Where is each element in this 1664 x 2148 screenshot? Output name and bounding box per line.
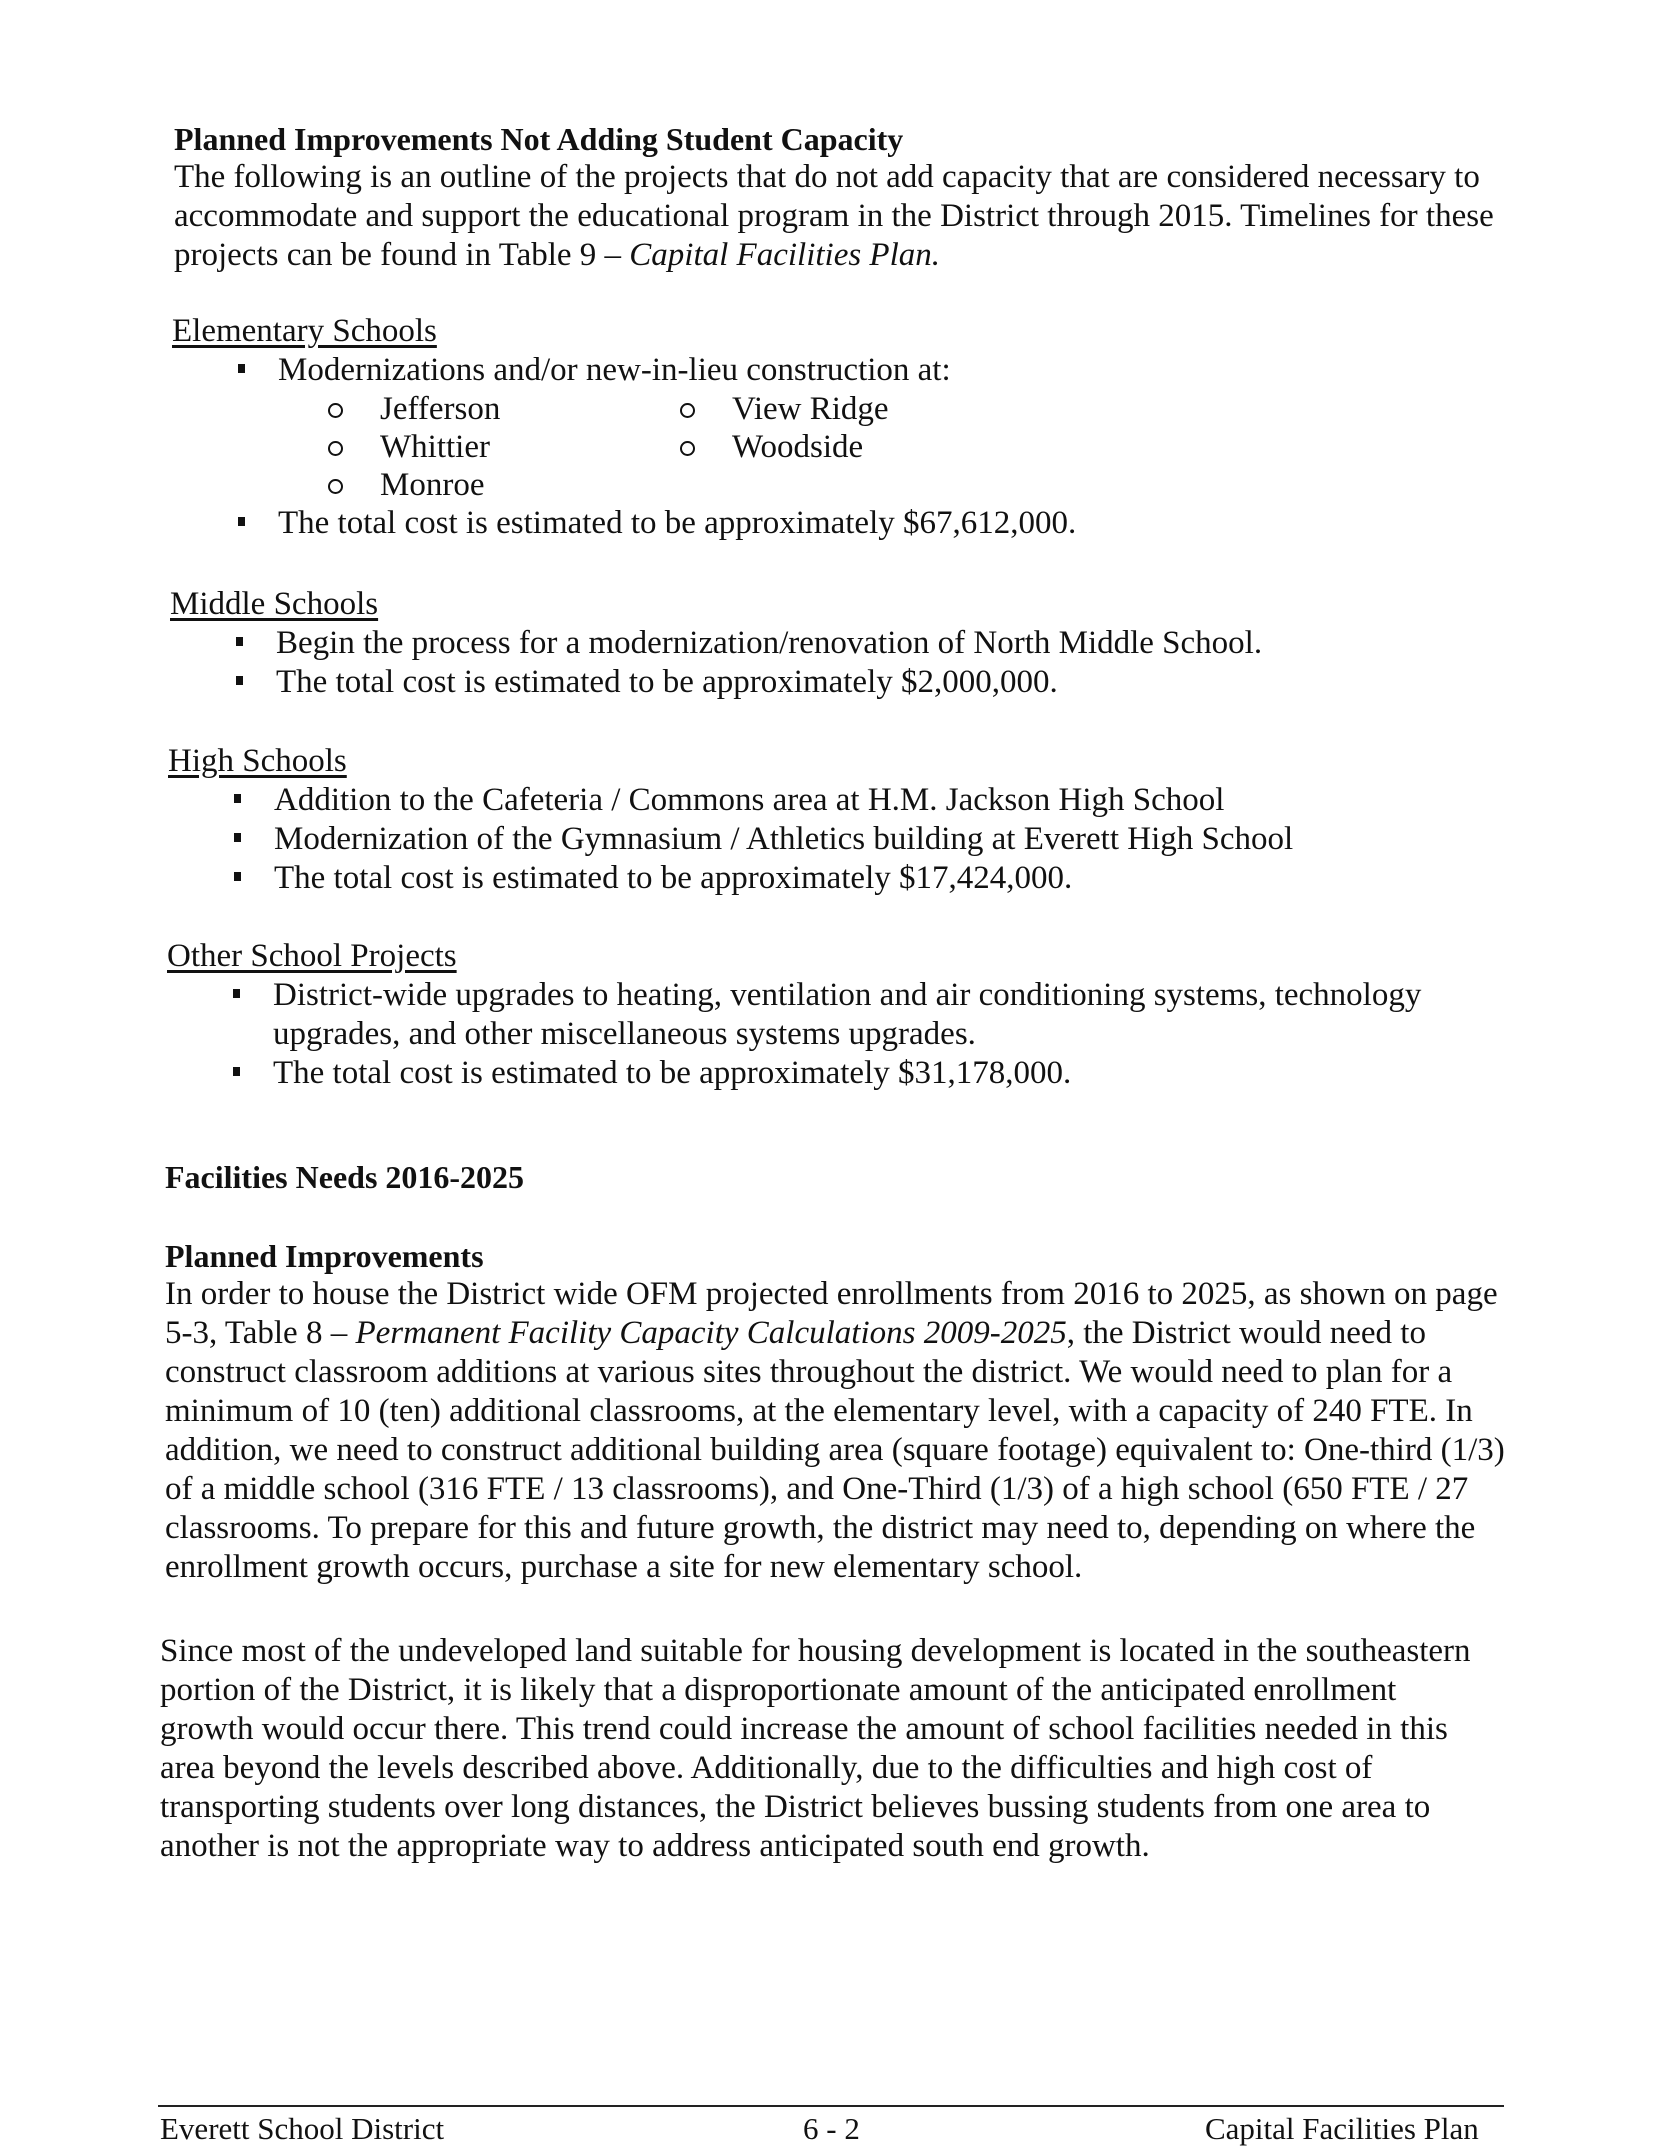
footer-district: Everett School District <box>160 2111 445 2146</box>
list-item: Modernizations and/or new-in-lieu construction at: <box>172 351 1522 390</box>
subsection-heading: Planned Improvements <box>165 1238 484 1274</box>
planned-improvements-paragraph: In order to house the District wide OFM projected enrollments from 2016 to 2025, as shown on page 5-3, Table 8 – Permanent Facility Capacity Calculations 2009-2025, the District would need to construct classroom additions at various sites throughout the district. We would need to plan for a minimum of 10 (ten) additional classrooms, at the elementary level, with a capacity of 240 FTE. In addition, we need to construct additional building area (square footage) equivalent to: One-third (1/3) of a middle school (316 FTE / 13 classrooms), and One-Third (1/3) of a high school (650 FTE / 27 classrooms. To prepare for this and future growth, the district may need to, depending on where the enrollment growth occurs, purchase a site for new elementary school. <box>165 1276 1505 1585</box>
section-heading: Planned Improvements Not Adding Student Capacity <box>174 121 904 157</box>
section-facilities-needs <box>165 1158 1515 1196</box>
middle-title: Middle Schools <box>170 586 379 622</box>
footer-plan-title: Capital Facilities Plan <box>1205 2111 1479 2146</box>
other-list <box>167 976 1457 1093</box>
school-whittier: Whittier <box>328 428 490 467</box>
middle-list <box>170 624 1520 702</box>
school-sublist <box>328 390 1228 504</box>
school-view-ridge: View Ridge <box>680 390 889 429</box>
list-item: The total cost is estimated to be approximately $17,424,000. <box>168 859 1518 898</box>
high-title: High Schools <box>168 743 347 779</box>
elementary-schools-section <box>172 312 1522 543</box>
list-item: The total cost is estimated to be approximately $2,000,000. <box>170 663 1520 702</box>
south-end-paragraph: Since most of the undeveloped land suitable for housing development is located in the southeastern portion of the District, it is likely that a disproportionate amount of the anticipated enrollment growth would occur there. This trend could increase the amount of school facilities needed in this area beyond the levels described above. Additionally, due to the difficulties and high cost of transporting students over long distances, the District believes bussing students from one area to another is not the appropriate way to address anticipated south end growth. <box>160 1633 1471 1864</box>
school-jefferson: Jefferson <box>328 390 500 429</box>
south-end-growth-section <box>160 1632 1490 1866</box>
other-title: Other School Projects <box>167 938 457 974</box>
middle-schools-section <box>170 585 1520 702</box>
elementary-cost-list <box>172 504 1522 543</box>
section-heading: Facilities Needs 2016-2025 <box>165 1159 525 1195</box>
high-list <box>168 781 1518 898</box>
section-not-adding-capacity <box>174 120 1524 275</box>
list-item: Addition to the Cafeteria / Commons area at H.M. Jackson High School <box>168 781 1518 820</box>
list-item: District-wide upgrades to heating, ventilation and air conditioning systems, technology upgrades, and other miscellaneous systems upgrades. <box>167 976 1457 1054</box>
list-item: Modernization of the Gymnasium / Athletics building at Everett High School <box>168 820 1518 859</box>
planned-improvements-section <box>165 1237 1507 1587</box>
list-item: Begin the process for a modernization/renovation of North Middle School. <box>170 624 1520 663</box>
list-item: The total cost is estimated to be approximately $31,178,000. <box>167 1054 1457 1093</box>
footer-rule <box>158 2105 1504 2107</box>
elementary-title: Elementary Schools <box>172 313 437 349</box>
list-item: The total cost is estimated to be approximately $67,612,000. <box>172 504 1522 543</box>
footer-page-number: 6 - 2 <box>803 2111 860 2146</box>
high-schools-section <box>168 742 1518 898</box>
intro-paragraph: The following is an outline of the projects that do not add capacity that are considered necessary to accommodate and support the educational program in the District through 2015. Timelines for these projects can be found in Table 9 – Capital Facilities Plan. <box>174 159 1494 273</box>
school-woodside: Woodside <box>680 428 863 467</box>
school-monroe: Monroe <box>328 466 484 505</box>
other-projects-section <box>167 937 1457 1093</box>
elementary-list <box>172 351 1522 390</box>
